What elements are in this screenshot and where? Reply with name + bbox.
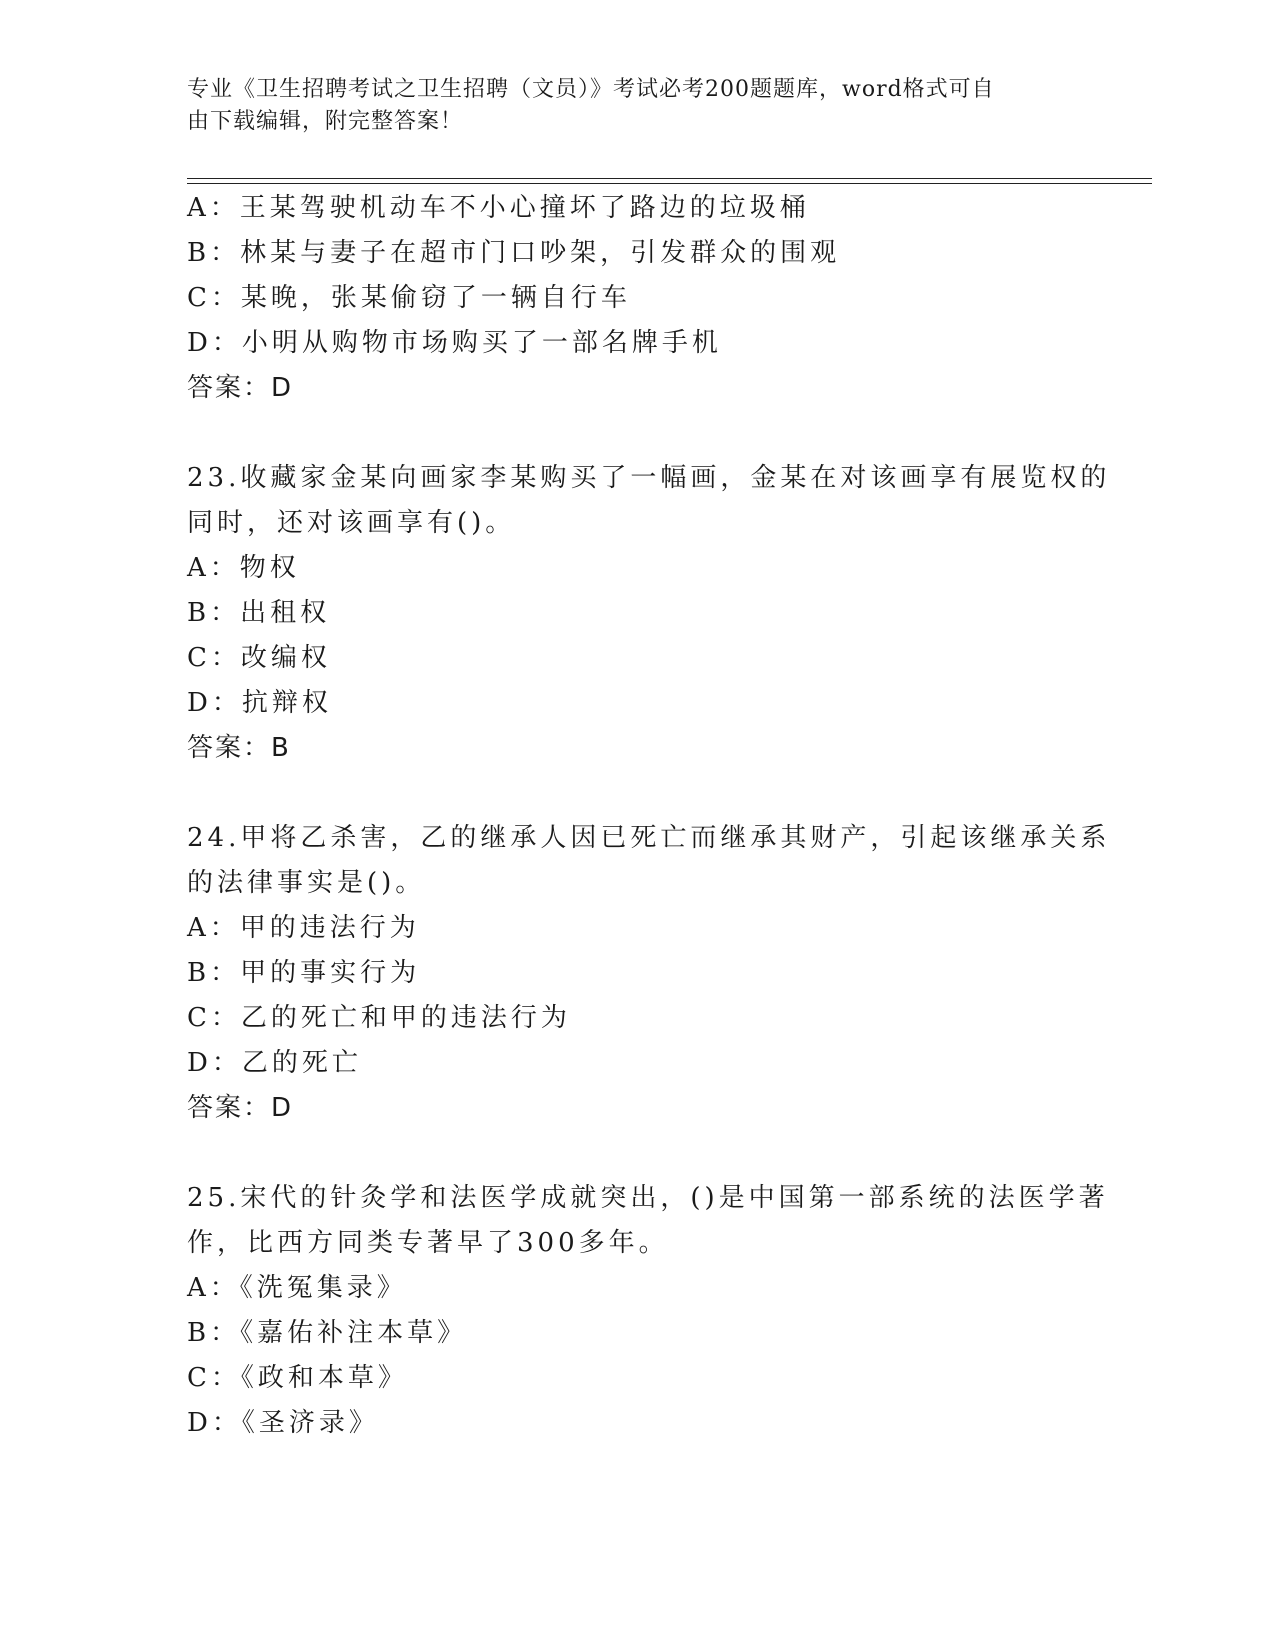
q23-option-a: A：物权: [187, 553, 300, 583]
q25-stem-line-1: 25.宋代的针灸学和法医学成就突出，()是中国第一部系统的法医学著: [187, 1183, 1109, 1213]
q22-option-d: D：小明从购物市场购买了一部名牌手机: [187, 328, 722, 358]
q23-option-d: D：抗辩权: [187, 688, 332, 718]
header-divider-bottom: [187, 183, 1152, 184]
document-header: [187, 74, 1067, 138]
q24-stem-line-1: 24.甲将乙杀害，乙的继承人因已死亡而继承其财产，引起该继承关系: [187, 823, 1111, 853]
q24-answer: 答案：D: [187, 1093, 294, 1123]
q23-stem-line-2: 同时，还对该画享有()。: [187, 508, 516, 538]
q25-stem-line-2: 作，比西方同类专著早了300多年。: [187, 1228, 669, 1258]
header-line-2: 由下载编辑，附完整答案！: [187, 109, 464, 134]
q25-option-a: A：《洗冤集录》: [187, 1273, 407, 1303]
q24-option-a: A：甲的违法行为: [187, 913, 420, 943]
q23-option-c: C：改编权: [187, 643, 331, 673]
q24-option-d: D：乙的死亡: [187, 1048, 362, 1078]
q23-answer: 答案：B: [187, 733, 291, 763]
q23-stem-line-1: 23.收藏家金某向画家李某购买了一幅画，金某在对该画享有展览权的: [187, 463, 1111, 493]
header-divider-top: [187, 178, 1152, 179]
q24-stem-line-2: 的法律事实是()。: [187, 868, 426, 898]
q24-option-b: B：甲的事实行为: [187, 958, 421, 988]
header-line-1: 专业《卫生招聘考试之卫生招聘（文员）》考试必考200题题库，word格式可自: [187, 77, 995, 102]
q25-option-d: D：《圣济录》: [187, 1408, 379, 1438]
q22-answer: 答案：D: [187, 373, 294, 403]
q24-option-c: C：乙的死亡和甲的违法行为: [187, 1003, 571, 1033]
q25-option-b: B：《嘉佑补注本草》: [187, 1318, 468, 1348]
q25-option-c: C：《政和本草》: [187, 1363, 408, 1393]
q22-option-c: C：某晚，张某偷窃了一辆自行车: [187, 283, 631, 313]
q23-option-b: B：出租权: [187, 598, 331, 628]
q22-option-a: A：王某驾驶机动车不小心撞坏了路边的垃圾桶: [187, 193, 810, 223]
q22-option-b: B：林某与妻子在超市门口吵架，引发群众的围观: [187, 238, 841, 268]
